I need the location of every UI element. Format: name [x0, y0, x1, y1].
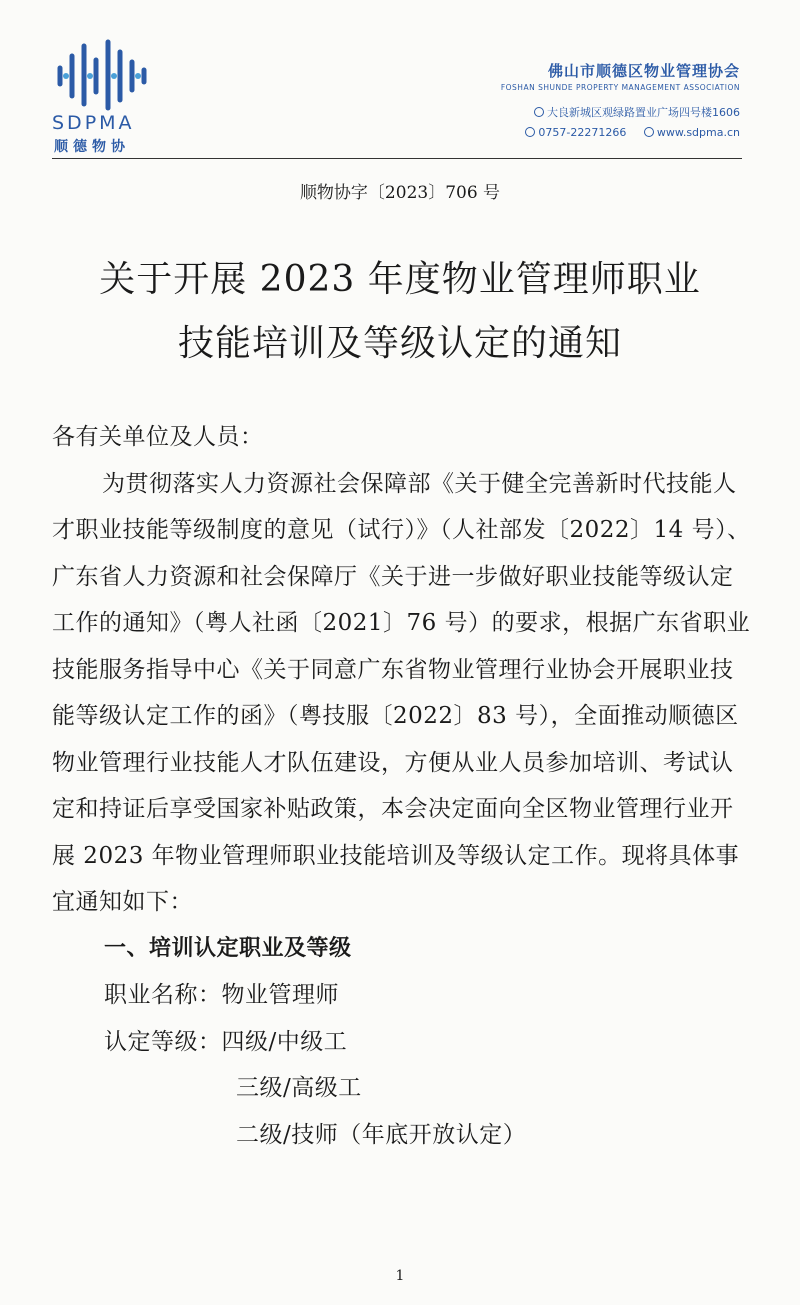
occupation-value: 物业管理师: [221, 982, 339, 1008]
logo-text: SDPMA: [52, 112, 135, 134]
level-item: 四级/中级工: [221, 1028, 348, 1055]
title-line-2: 技能培训及等级认定的通知: [177, 323, 622, 364]
level-row: [52, 1019, 752, 1066]
org-address: [501, 104, 740, 120]
logo-subtext: 顺德物协: [54, 139, 130, 155]
org-name: 佛山市顺德区物业管理协会: [547, 62, 740, 80]
level-label: 认定等级：: [104, 1028, 222, 1055]
body-paragraph: 为贯彻落实人力资源社会保障部《关于健全完善新时代技能人才职业技能等级制度的意见（试行）》（人社部发〔2022〕14 号）、广东省人力资源和社会保障厅《关于进一步做好职业技能等级认定工作的通知》（粤人社函〔2021〕76 号）的要求，根据广东省职业技能服务指导中心《关于同意广东省物业管理行业协会开展职业技能等级认定工作的函》（粤技服〔2022〕83 号），全面推动顺德区物业管理行业技能人才队伍建设，方便从业人员参加培训、考试认定和持证后享受国家补贴政策，本会决定面向全区物业管理行业开展 2023 年物业管理师职业技能培训及等级认定工作。现将具体事宜通知如下：: [52, 470, 751, 915]
sdpma-logo-icon: [52, 38, 152, 118]
org-english-name: FOSHAN SHUNDE PROPERTY MANAGEMENT ASSOCIATION: [500, 83, 740, 92]
header-divider: [52, 158, 742, 159]
letterhead: [0, 0, 800, 160]
org-contact: [501, 126, 740, 139]
document-title: [0, 248, 800, 376]
organization-info: [501, 60, 740, 139]
address-text: 大良新城区观绿路置业广场四号楼1606: [547, 106, 740, 119]
document-number: 顺物协字〔2023〕706 号: [299, 183, 501, 203]
location-pin-icon: [534, 107, 544, 117]
title-line-1: 关于开展 2023 年度物业管理师职业: [99, 259, 701, 300]
phone-text: 0757-22271266: [538, 126, 627, 139]
section-1-title: 一、培训认定职业及等级: [104, 935, 352, 961]
level-item: 二级/技师（年底开放认定）: [236, 1121, 527, 1148]
level-item: 三级/高级工: [236, 1075, 362, 1101]
salutation: 各有关单位及人员：: [52, 424, 264, 450]
globe-icon: [644, 127, 654, 137]
page-number: 1: [395, 1268, 405, 1284]
document-body: [52, 414, 752, 1158]
website-link[interactable]: www.sdpma.cn: [656, 126, 740, 139]
phone-icon: [525, 127, 535, 137]
occupation-row: [52, 972, 752, 1019]
occupation-label: 职业名称：: [104, 982, 222, 1008]
